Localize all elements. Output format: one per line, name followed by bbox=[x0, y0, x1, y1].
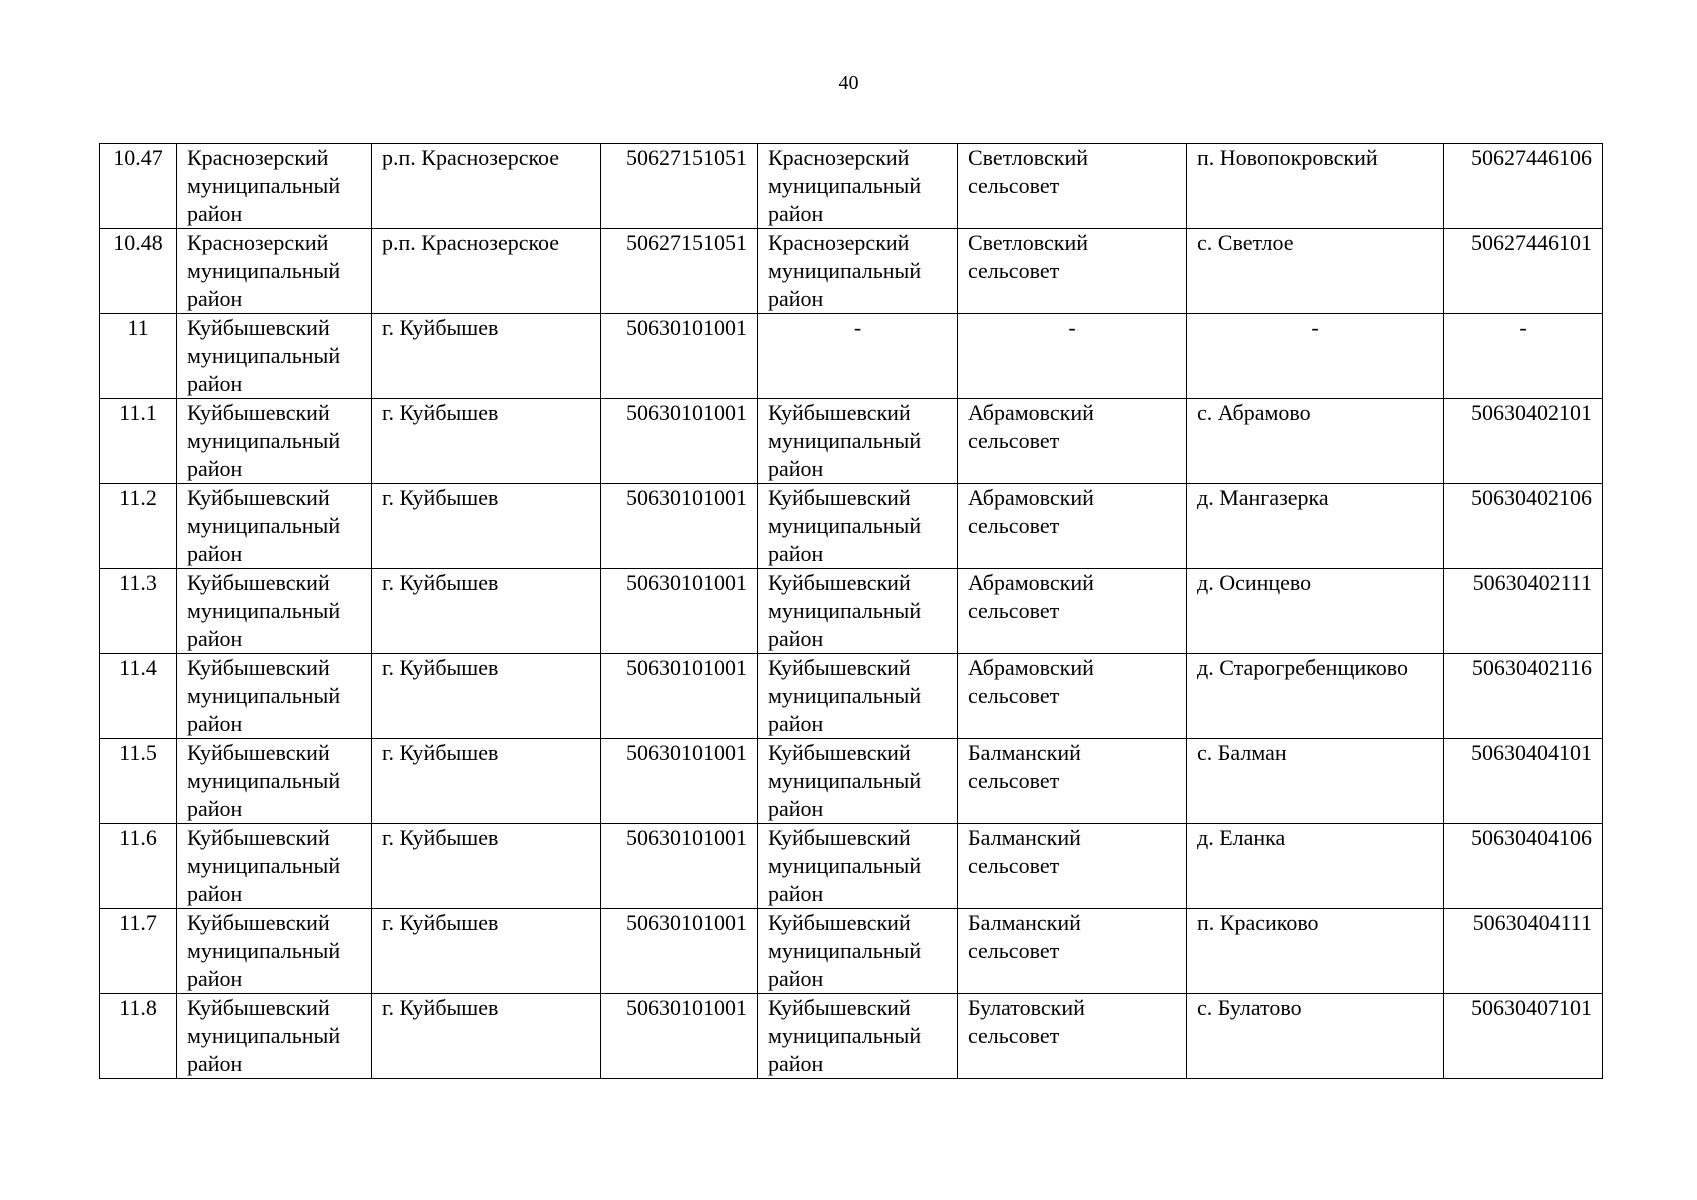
row-number: 11.7 bbox=[100, 909, 177, 994]
locality-code-cell: 50630402106 bbox=[1444, 484, 1603, 569]
district-cell: Куйбышевский муниципальный район bbox=[177, 909, 372, 994]
municipality-cell: Куйбышевский муниципальный район bbox=[758, 994, 958, 1079]
settlement-cell: Абрамовский сельсовет bbox=[958, 569, 1187, 654]
settlement-cell: Абрамовский сельсовет bbox=[958, 484, 1187, 569]
municipality-cell: Куйбышевский муниципальный район bbox=[758, 739, 958, 824]
locality-cell: с. Абрамово bbox=[1187, 399, 1444, 484]
center-code-cell: 50630101001 bbox=[601, 569, 758, 654]
admin-center-cell: г. Куйбышев bbox=[372, 484, 601, 569]
row-number: 11.2 bbox=[100, 484, 177, 569]
table-row bbox=[100, 484, 1603, 569]
district-cell: Куйбышевский муниципальный район bbox=[177, 314, 372, 399]
table-row bbox=[100, 654, 1603, 739]
district-cell: Краснозерский муниципальный район bbox=[177, 144, 372, 229]
locality-cell: д. Мангазерка bbox=[1187, 484, 1444, 569]
admin-center-cell: г. Куйбышев bbox=[372, 569, 601, 654]
page-number: 40 bbox=[838, 72, 859, 94]
locality-code-cell: 50630404106 bbox=[1444, 824, 1603, 909]
center-code-cell: 50630101001 bbox=[601, 994, 758, 1079]
district-cell: Куйбышевский муниципальный район bbox=[177, 739, 372, 824]
settlement-cell: Светловский сельсовет bbox=[958, 144, 1187, 229]
locality-cell: д. Старогребенщиково bbox=[1187, 654, 1444, 739]
table-row bbox=[100, 994, 1603, 1079]
municipality-cell: - bbox=[758, 314, 958, 399]
row-number: 11.6 bbox=[100, 824, 177, 909]
locality-cell: д. Еланка bbox=[1187, 824, 1444, 909]
row-number: 11.5 bbox=[100, 739, 177, 824]
locality-cell: с. Балман bbox=[1187, 739, 1444, 824]
locality-code-cell: 50627446101 bbox=[1444, 229, 1603, 314]
center-code-cell: 50630101001 bbox=[601, 909, 758, 994]
center-code-cell: 50630101001 bbox=[601, 654, 758, 739]
table-body bbox=[100, 144, 1603, 1079]
district-cell: Куйбышевский муниципальный район bbox=[177, 484, 372, 569]
locality-cell: п. Красиково bbox=[1187, 909, 1444, 994]
admin-center-cell: г. Куйбышев bbox=[372, 314, 601, 399]
admin-center-cell: р.п. Краснозерское bbox=[372, 144, 601, 229]
district-cell: Куйбышевский муниципальный район bbox=[177, 399, 372, 484]
district-cell: Куйбышевский муниципальный район bbox=[177, 569, 372, 654]
municipality-cell: Куйбышевский муниципальный район bbox=[758, 654, 958, 739]
table-row bbox=[100, 144, 1603, 229]
municipality-cell: Куйбышевский муниципальный район bbox=[758, 569, 958, 654]
municipality-cell: Краснозерский муниципальный район bbox=[758, 144, 958, 229]
settlement-cell: Балманский сельсовет bbox=[958, 824, 1187, 909]
table-row bbox=[100, 399, 1603, 484]
locality-code-cell: 50630402101 bbox=[1444, 399, 1603, 484]
locality-code-cell: 50630407101 bbox=[1444, 994, 1603, 1079]
settlement-cell: Абрамовский сельсовет bbox=[958, 654, 1187, 739]
center-code-cell: 50630101001 bbox=[601, 484, 758, 569]
municipality-cell: Куйбышевский муниципальный район bbox=[758, 484, 958, 569]
municipality-cell: Краснозерский муниципальный район bbox=[758, 229, 958, 314]
row-number: 10.47 bbox=[100, 144, 177, 229]
locality-cell: - bbox=[1187, 314, 1444, 399]
center-code-cell: 50630101001 bbox=[601, 824, 758, 909]
center-code-cell: 50630101001 bbox=[601, 739, 758, 824]
center-code-cell: 50630101001 bbox=[601, 399, 758, 484]
admin-center-cell: г. Куйбышев bbox=[372, 399, 601, 484]
municipality-cell: Куйбышевский муниципальный район bbox=[758, 824, 958, 909]
row-number: 11.3 bbox=[100, 569, 177, 654]
admin-center-cell: г. Куйбышев bbox=[372, 994, 601, 1079]
municipality-cell: Куйбышевский муниципальный район bbox=[758, 399, 958, 484]
row-number: 10.48 bbox=[100, 229, 177, 314]
row-number: 11 bbox=[100, 314, 177, 399]
district-cell: Краснозерский муниципальный район bbox=[177, 229, 372, 314]
district-cell: Куйбышевский муниципальный район bbox=[177, 994, 372, 1079]
settlement-cell: Светловский сельсовет bbox=[958, 229, 1187, 314]
settlements-table bbox=[99, 143, 1603, 1079]
settlement-cell: Абрамовский сельсовет bbox=[958, 399, 1187, 484]
locality-cell: с. Светлое bbox=[1187, 229, 1444, 314]
locality-code-cell: 50630404111 bbox=[1444, 909, 1603, 994]
locality-code-cell: - bbox=[1444, 314, 1603, 399]
row-number: 11.8 bbox=[100, 994, 177, 1079]
district-cell: Куйбышевский муниципальный район bbox=[177, 824, 372, 909]
settlement-cell: Балманский сельсовет bbox=[958, 909, 1187, 994]
locality-cell: д. Осинцево bbox=[1187, 569, 1444, 654]
admin-center-cell: р.п. Краснозерское bbox=[372, 229, 601, 314]
municipality-cell: Куйбышевский муниципальный район bbox=[758, 909, 958, 994]
table-row bbox=[100, 569, 1603, 654]
settlement-cell: Балманский сельсовет bbox=[958, 739, 1187, 824]
district-cell: Куйбышевский муниципальный район bbox=[177, 654, 372, 739]
locality-cell: с. Булатово bbox=[1187, 994, 1444, 1079]
admin-center-cell: г. Куйбышев bbox=[372, 824, 601, 909]
center-code-cell: 50627151051 bbox=[601, 144, 758, 229]
row-number: 11.4 bbox=[100, 654, 177, 739]
admin-center-cell: г. Куйбышев bbox=[372, 739, 601, 824]
locality-cell: п. Новопокровский bbox=[1187, 144, 1444, 229]
settlement-cell: - bbox=[958, 314, 1187, 399]
table-row bbox=[100, 229, 1603, 314]
locality-code-cell: 50630404101 bbox=[1444, 739, 1603, 824]
admin-center-cell: г. Куйбышев bbox=[372, 654, 601, 739]
table-row bbox=[100, 909, 1603, 994]
table-row bbox=[100, 824, 1603, 909]
locality-code-cell: 50627446106 bbox=[1444, 144, 1603, 229]
admin-center-cell: г. Куйбышев bbox=[372, 909, 601, 994]
table-row bbox=[100, 314, 1603, 399]
row-number: 11.1 bbox=[100, 399, 177, 484]
settlement-cell: Булатовский сельсовет bbox=[958, 994, 1187, 1079]
center-code-cell: 50627151051 bbox=[601, 229, 758, 314]
center-code-cell: 50630101001 bbox=[601, 314, 758, 399]
locality-code-cell: 50630402111 bbox=[1444, 569, 1603, 654]
table-row bbox=[100, 739, 1603, 824]
locality-code-cell: 50630402116 bbox=[1444, 654, 1603, 739]
